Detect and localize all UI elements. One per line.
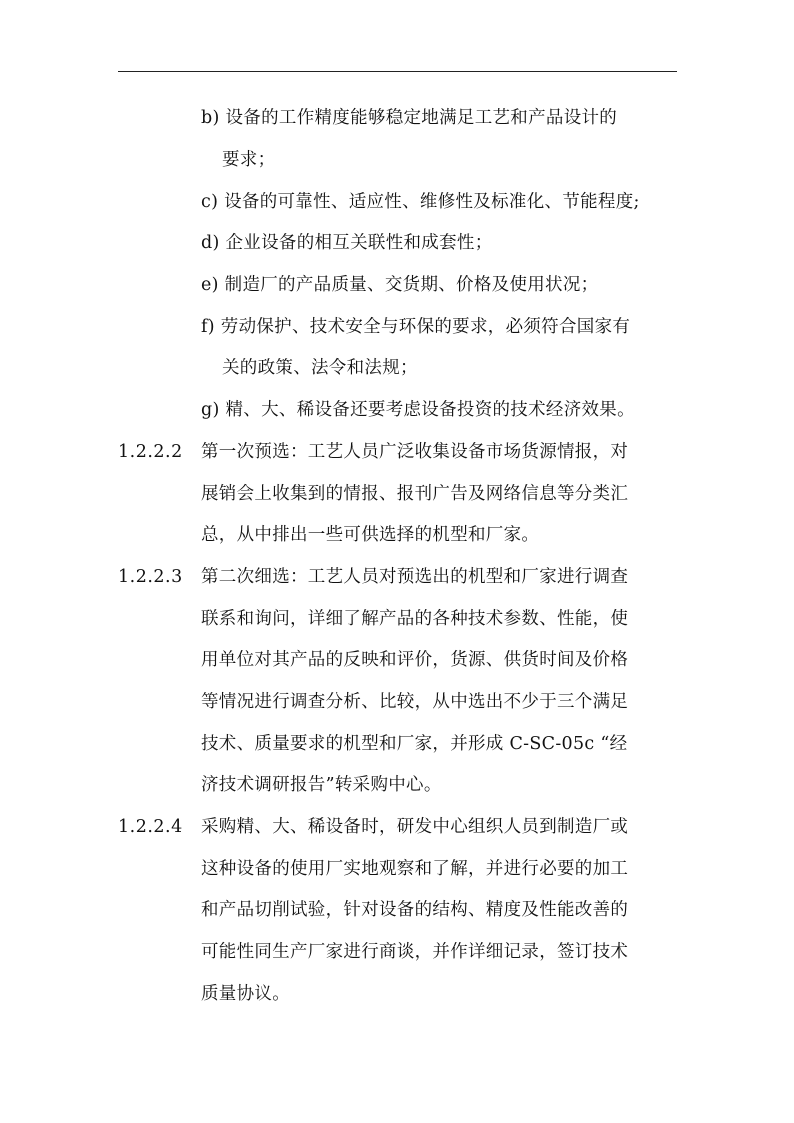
section-line: 总，从中排出一些可供选择的机型和厂家。: [201, 525, 540, 545]
list-item-f-line-1: f) 劳动保护、技术安全与环保的要求，必须符合国家有: [201, 317, 631, 337]
list-item-b-line-2: 要求；: [222, 150, 276, 170]
section-line: 展销会上收集到的情报、报刊广告及网络信息等分类汇: [201, 484, 629, 504]
section-line: 联系和询问，详细了解产品的各种技术参数、性能，使: [201, 609, 629, 629]
section-line: 质量协议。: [201, 984, 290, 1004]
section-line: 用单位对其产品的反映和评价，货源、供货时间及价格: [201, 650, 629, 670]
section-line: 可能性同生产厂家进行商谈，并作详细记录，签订技术: [201, 942, 629, 962]
list-item-g: g) 精、大、稀设备还要考虑设备投资的技术经济效果。: [201, 400, 635, 420]
section-line: 和产品切削试验，针对设备的结构、精度及性能改善的: [201, 900, 629, 920]
section-line: 等情况进行调查分析、比较，从中选出不少于三个满足: [201, 692, 629, 712]
section-line: 采购精、大、稀设备时，研发中心组织人员到制造厂或: [201, 817, 629, 837]
list-item-d: d) 企业设备的相互关联性和成套性；: [201, 233, 493, 253]
list-item-f-line-2: 关的政策、法令和法规；: [222, 358, 418, 378]
section-number: 1.2.2.4: [118, 817, 183, 837]
list-item-e: e) 制造厂的产品质量、交货期、价格及使用状况；: [201, 275, 599, 295]
list-item-b-line-1: b) 设备的工作精度能够稳定地满足工艺和产品设计的: [201, 108, 618, 128]
section-line: 技术、质量要求的机型和厂家，并形成 C-SC-05c “经: [201, 734, 628, 754]
section-line: 济技术调研报告”转采购中心。: [201, 775, 442, 795]
section-number: 1.2.2.3: [118, 567, 183, 587]
list-item-c: c) 设备的可靠性、适应性、维修性及标准化、节能程度;: [201, 192, 640, 212]
section-line: 这种设备的使用厂实地观察和了解，并进行必要的加工: [201, 859, 629, 879]
section-line: 第二次细选：工艺人员对预选出的机型和厂家进行调查: [201, 567, 629, 587]
section-line: 第一次预选：工艺人员广泛收集设备市场货源情报，对: [201, 442, 629, 462]
header-rule: [118, 71, 677, 72]
section-number: 1.2.2.2: [118, 442, 183, 462]
